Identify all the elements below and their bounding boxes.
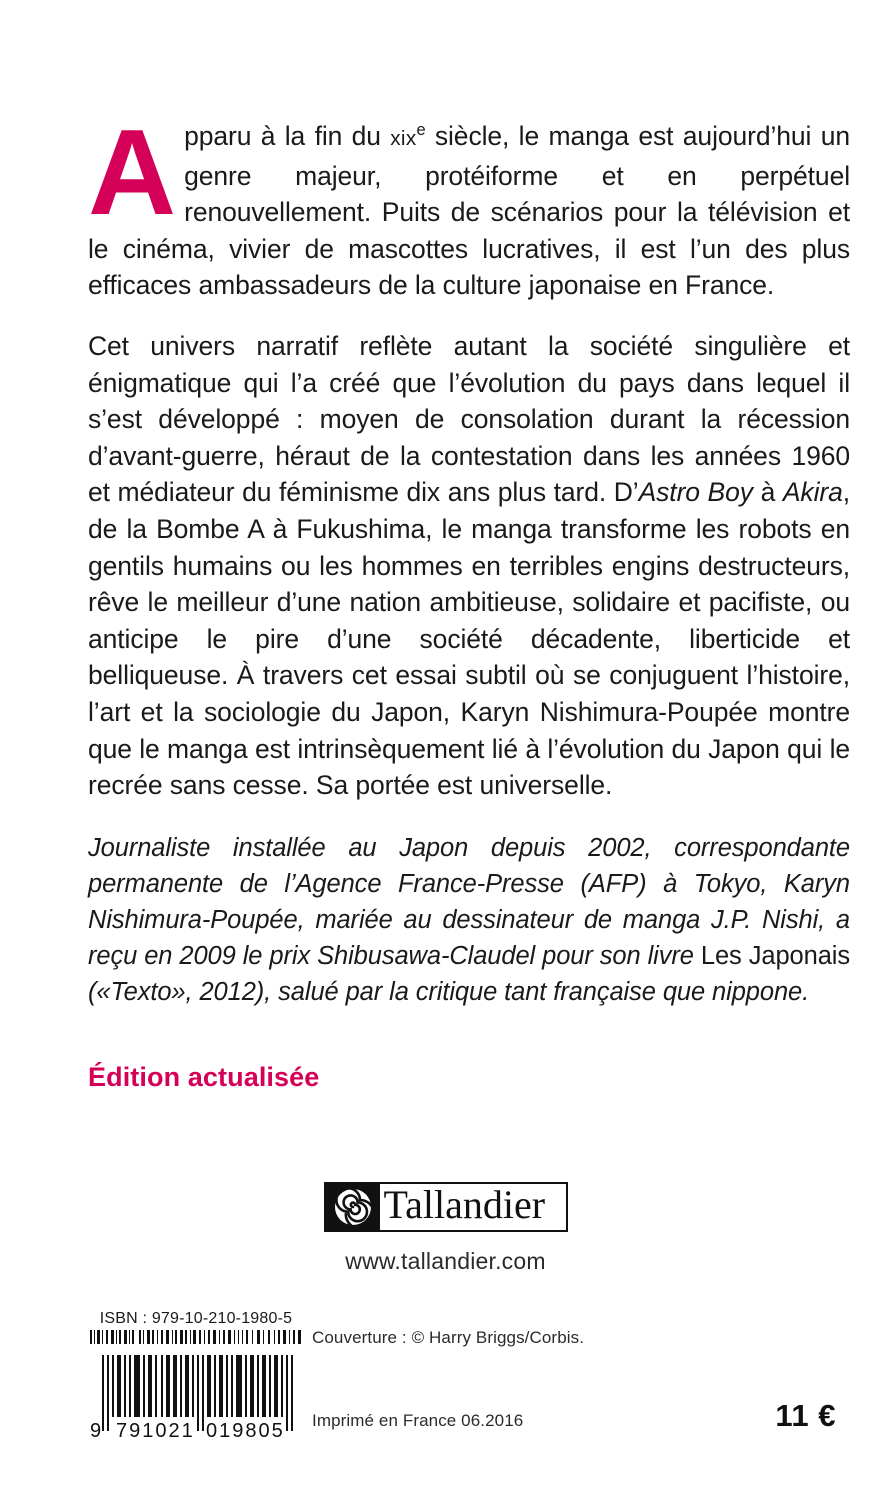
author-bio-paragraph — [88, 830, 850, 1010]
cover-credit: Couverture : © Harry Briggs/Corbis. — [312, 1328, 585, 1347]
century-smallcaps: xix — [390, 127, 417, 150]
publisher-logo-area — [0, 1182, 891, 1275]
price-label: 11 € — [775, 1398, 836, 1433]
bio-text-part-2: («Texto», 2012), salué par la critique tant française que nippone. — [88, 977, 810, 1006]
lead-paragraph — [88, 104, 850, 304]
lead-text-before-century: pparu à la fin du — [184, 121, 391, 151]
body-text-part-1: Cet univers narratif reflète autant la société singulière et énigmatique qui l’a créé que l’évolution du pays dans lequel il s’est développé : moyen de consolation durant la récession d’avant-guerre, héraut de la contestation dans les années 1960 et médiateur du féminisme dix ans plus tard. D’ — [88, 330, 850, 508]
century-ordinal-superscript: e — [416, 121, 426, 140]
print-info: Imprimé en France 06.2016 — [312, 1411, 524, 1430]
edition-note: Édition actualisée — [88, 1062, 320, 1092]
book-title-les-japonais: Les Japonais — [700, 941, 850, 970]
publisher-logo — [324, 1182, 568, 1232]
ean-digit-prefix: 9 — [90, 1420, 102, 1441]
body-paragraph — [88, 328, 850, 804]
ean13-barcode — [88, 1353, 304, 1441]
isbn-code128-barcode — [88, 1330, 304, 1344]
ean-digit-group-2: 019805 — [206, 1420, 285, 1441]
body-text-part-2: à — [752, 477, 783, 508]
drop-cap-letter: A — [88, 104, 175, 240]
blurb-text-column — [88, 104, 850, 1010]
body-text-part-3: , de la Bombe A à Fukushima, le manga transforme les robots en gentils humains ou les hommes en terribles engins destructeurs, rêve le meilleur d’une nation ambitieuse, solidaire et pacifiste, ou anticipe le pire d’une société décadente, liberticide et belliqueuse. À travers cet essai subtil où se conjuguent l’histoire, l’art et la sociologie du Japon, Karyn Nishimura-Poupée montre que le manga est intrinsèquement lié à l’évolution du Japon qui le recrée sans cesse. Sa portée est universelle. — [88, 477, 850, 801]
bio-text-part-1: Journaliste installée au Japon depuis 2002, correspondante permanente de l’Agence France-Presse (AFP) à Tokyo, Karyn Nishimura-Poupée, mariée au dessinateur de manga J.P. Nishi, a reçu en 2009 le prix Shibusawa-Claudel pour son livre — [88, 833, 850, 970]
isbn-barcode-block — [88, 1310, 304, 1446]
isbn-label: ISBN : 979-10-210-1980-5 — [99, 1310, 293, 1327]
publisher-website: www.tallandier.com — [345, 1248, 546, 1274]
lead-text-after-century: siècle, le manga est aujourd’hui un genre majeur, protéiforme et en perpétuel renouvellement. Puits de scénarios pour la télévision et le cinéma, vivier de mascottes lucratives, il est l’un des plus efficaces ambassadeurs de la culture japonaise en France. — [88, 121, 850, 301]
cover-footer — [88, 1310, 851, 1450]
publisher-name: Tallandier — [383, 1182, 546, 1227]
spiral-icon — [326, 1184, 380, 1230]
work-title-akira: Akira — [782, 477, 843, 508]
work-title-astro-boy: Astro Boy — [638, 477, 753, 508]
ean-digit-group-1: 791021 — [116, 1420, 195, 1441]
